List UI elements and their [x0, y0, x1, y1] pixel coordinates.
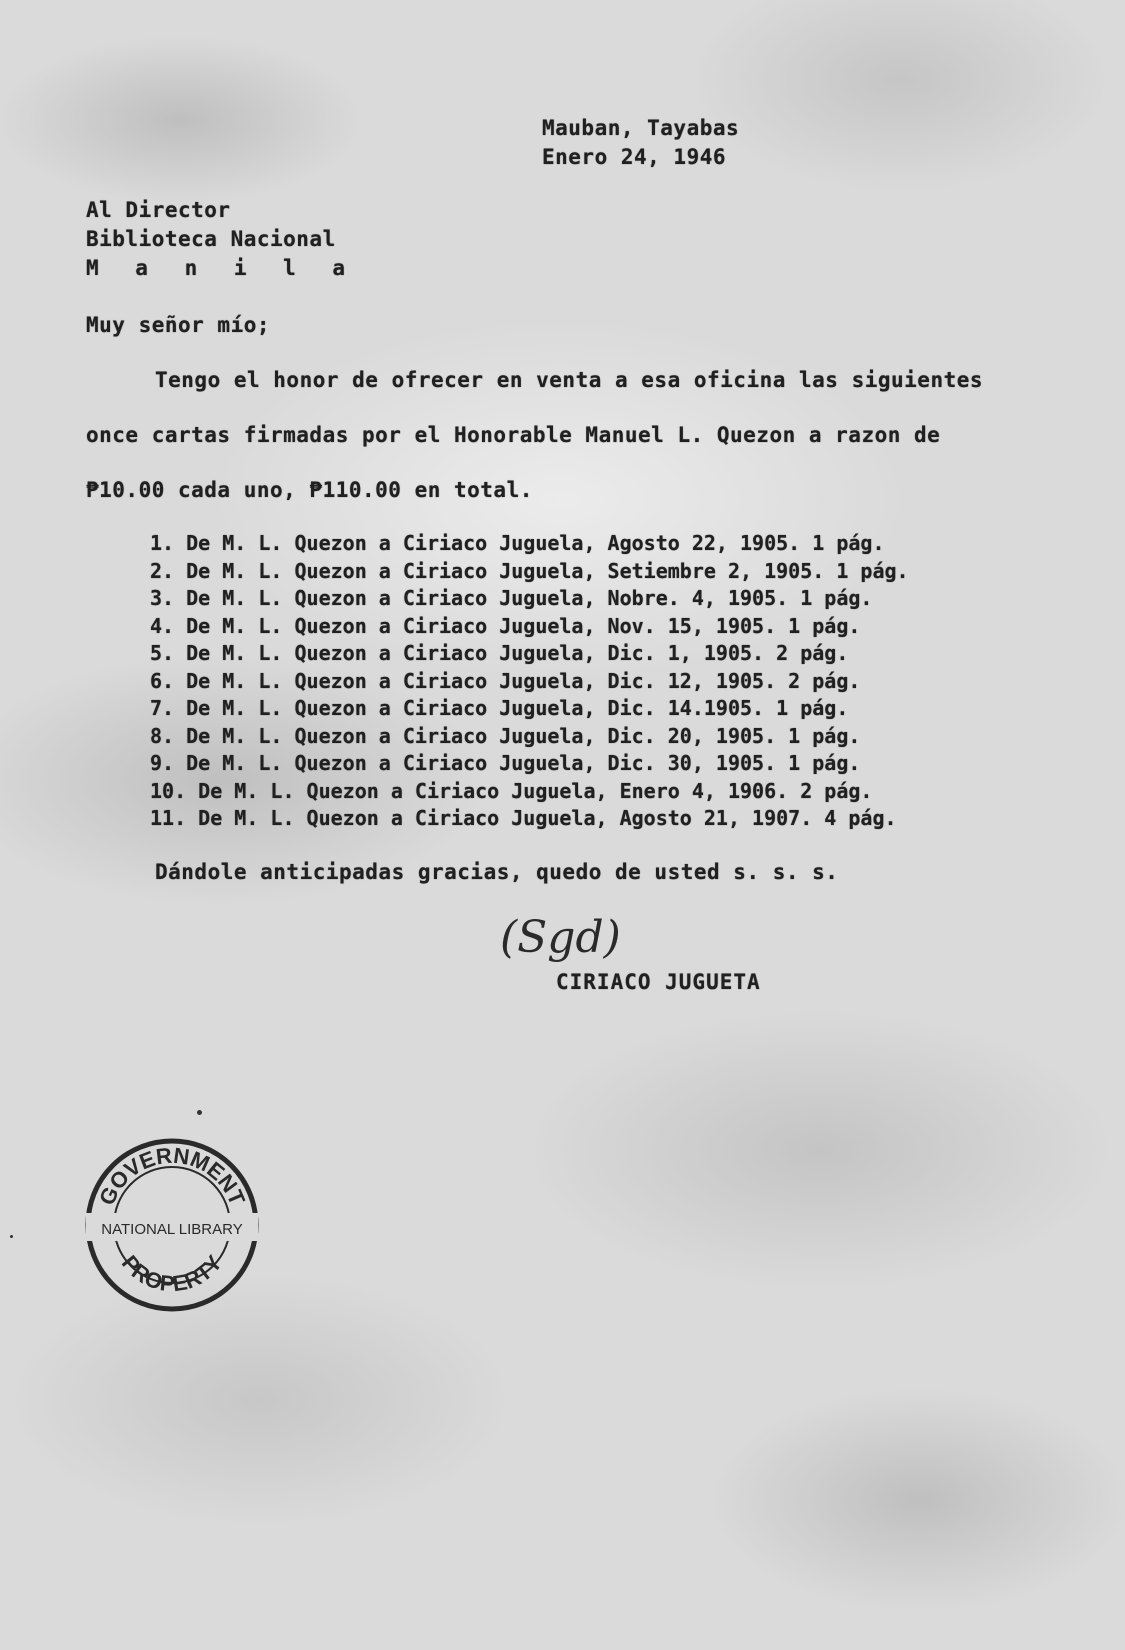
body-line-2: once cartas firmadas por el Honorable Manuel L. Quezon a razon de [86, 423, 941, 447]
list-item: 9. De M. L. Quezon a Ciriaco Juguela, Dic. 30, 1905. 1 pág. [150, 751, 861, 775]
list-item: 8. De M. L. Quezon a Ciriaco Juguela, Dic. 20, 1905. 1 pág. [150, 723, 861, 748]
national-library-stamp [82, 1135, 262, 1315]
letter-date: Enero 24, 1946 [542, 145, 727, 169]
list-item: 10. De M. L. Quezon a Ciriaco Juguela, Enero 4, 1906. 2 pág. [150, 778, 873, 803]
closing-line: Dándole anticipadas gracias, quedo de usted s. s. s. [155, 860, 839, 884]
ink-speck [197, 1110, 202, 1115]
list-item: 1. De M. L. Quezon a Ciriaco Juguela, Agosto 22, 1905. 1 pág. [150, 531, 885, 555]
list-item: 11. De M. L. Quezon a Ciriaco Juguela, Agosto 21, 1907. 4 pág. [150, 806, 897, 830]
salutation: Muy señor mío; [86, 313, 271, 337]
recipient-line-2: Biblioteca Nacional [86, 227, 336, 251]
list-item: 4. De M. L. Quezon a Ciriaco Juguela, Nov. 15, 1905. 1 pág. [150, 613, 861, 638]
stamp-middle-text: NATIONAL LIBRARY [101, 1221, 243, 1238]
stamp-bottom-text: PROPERTY [116, 1250, 228, 1297]
signature-mark: (Sgd) [500, 912, 621, 963]
recipient-line-1: Al Director [86, 198, 231, 222]
list-item: 7. De M. L. Quezon a Ciriaco Juguela, Dic. 14.1905. 1 pág. [150, 696, 849, 720]
stamp-top-text: GOVERNMENT [94, 1142, 251, 1209]
letters-list [150, 530, 909, 833]
list-item: 5. De M. L. Quezon a Ciriaco Juguela, Dic. 1, 1905. 2 pág. [150, 641, 849, 665]
list-item: 2. De M. L. Quezon a Ciriaco Juguela, Setiembre 2, 1905. 1 pág. [150, 558, 909, 583]
body-line-1: Tengo el honor de ofrecer en venta a esa oficina las siguientes [155, 368, 984, 392]
recipient-line-3: M a n i l a [86, 256, 358, 280]
signature-name: CIRIACO JUGUETA [556, 970, 761, 994]
list-item: 6. De M. L. Quezon a Ciriaco Juguela, Dic. 12, 1905. 2 pág. [150, 668, 861, 693]
list-item: 3. De M. L. Quezon a Ciriaco Juguela, Nobre. 4, 1905. 1 pág. [150, 586, 873, 610]
ink-speck [10, 1235, 13, 1238]
body-line-3: ₱10.00 cada uno, ₱110.00 en total. [86, 478, 533, 502]
letter-place: Mauban, Tayabas [542, 116, 740, 140]
